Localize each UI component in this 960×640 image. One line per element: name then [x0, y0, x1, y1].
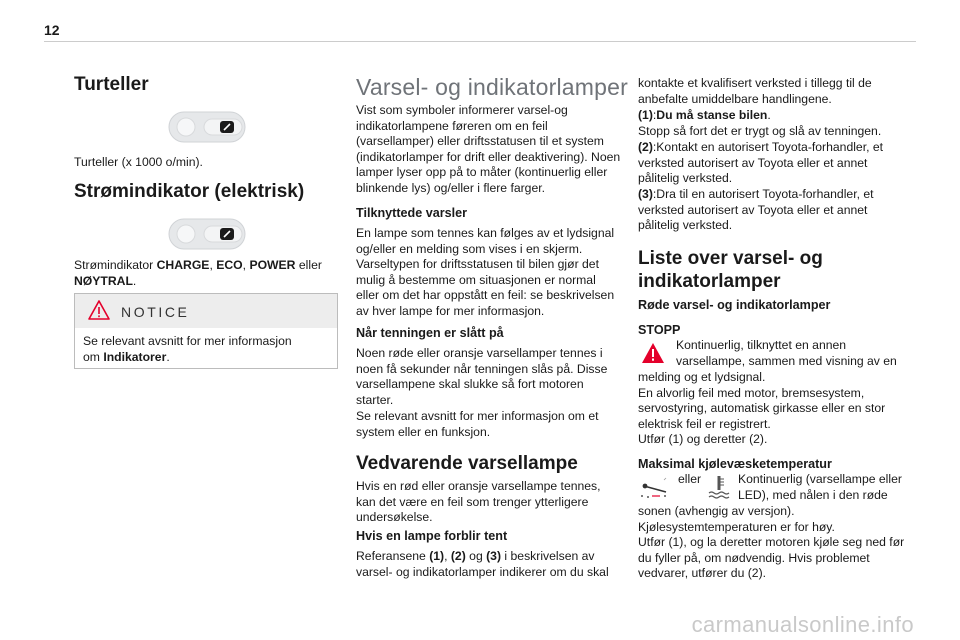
- tilknyttede-text: En lampe som tennes kan følges av et lydsignal og/eller en melding som vises i en skjerm. Varseltypen for driftsstatusen til bilen gjør det mulig å bestemme om situasjonen er normal eller om det har oppstått en feil: se beskrivelsen av hver lampe for mer informasjon.: [356, 226, 615, 318]
- heading-tenning: Når tenningen er slått på: [356, 326, 504, 340]
- heading-rode-lamper: Røde varsel- og indikatorlamper: [638, 298, 831, 312]
- coolant-temperature-icon: [706, 474, 732, 500]
- notice-title: NOTICE: [121, 304, 190, 320]
- turteller-text: Turteller (x 1000 o/min).: [74, 155, 203, 169]
- kjole-text-2: sonen (avhengig av versjon). Kjølesystemtemperaturen er for høy. Utfør (1), og la deretter motoren kjøle seg ned før du fyller på, om nødvendig. Hvis problemet vedvarer, utfører du (2).: [638, 504, 905, 581]
- vedvarende-text: Hvis en rød eller oransje varsellampe tennes, kan det være en feil som trenger ytterligere undersøkelse.: [356, 479, 601, 525]
- stromindikator-text: Strømindikator CHARGE, ECO, POWER eller NØYTRAL.: [74, 258, 322, 288]
- heading-kjolevaeske: Maksimal kjølevæsketemperatur: [638, 457, 832, 471]
- ref2-text: (2):Kontakt en autorisert Toyota-forhandler, et verksted autorisert av Toyota eller et annet pålitelig verksted.: [638, 140, 884, 186]
- tenning-text-2: Se relevant avsnitt for mer informasjon om et system eller en funksjon.: [356, 409, 599, 439]
- page-number: 12: [44, 22, 60, 38]
- ref1-text: (1):Du må stanse bilen. Stopp så fort det er trygt og slå av tenningen.: [638, 108, 882, 138]
- kjole-eller: eller: [678, 472, 702, 486]
- heading-stopp: STOPP: [638, 323, 681, 337]
- coolant-gauge-icon: [638, 472, 674, 502]
- forblir-text: Referansene (1), (2) og (3) i beskrivelsen av varsel- og indikatorlamper indikerer om du skal: [356, 549, 609, 579]
- continued-text: kontakte et kvalifisert verksted i tillegg til de anbefalte umiddelbare handlingene.: [638, 76, 872, 106]
- tenning-text: Noen røde eller oransje varsellamper tennes i noen få sekunder når tenningen slås på. Disse varsellampene skal slukke så fort motoren starter.: [356, 346, 608, 407]
- notice-box: [74, 293, 338, 369]
- tachometer-gauge-icon: [168, 110, 246, 144]
- stopp-text-2: melding og et lydsignal. En alvorlig feil med motor, bremsesystem, servostyring, automatisk girkasse eller en stor elektrisk feil er registrert. Utfør (1) og deretter (2).: [638, 370, 886, 447]
- ref3-text: (3):Dra til en autorisert Toyota-forhandler, et verksted autorisert av Toyota eller et annet pålitelig verksted.: [638, 187, 874, 233]
- kjole-text-1: Kontinuerlig (varsellampe eller LED), med nålen i den røde: [738, 472, 902, 502]
- heading-tilknyttede-varsler: Tilknyttede varsler: [356, 206, 468, 220]
- intro-text: Vist som symboler informerer varsel-og indikatorlampene føreren om en feil (varsellamper) eller driftsstatusen til et system (indikatorlamper for drift eller deaktivering). Noen lamper lyser opp på to måter (kontinuerlig eller blinkende lys) og/eller i flere farger.: [356, 103, 621, 195]
- warning-triangle-icon: [87, 299, 111, 321]
- top-rule: [44, 41, 916, 42]
- heading-turteller: Turteller: [74, 74, 149, 95]
- notice-header: [75, 294, 337, 328]
- heading-vedvarende: Vedvarende varsellampe: [356, 453, 578, 474]
- heading-liste: Liste over varsel- og indikatorlamper: [638, 248, 823, 292]
- notice-text: Se relevant avsnitt for mer informasjon om Indikatorer.: [83, 334, 292, 364]
- heading-varsel-indikatorlamper: Varsel- og indikatorlamper: [356, 74, 628, 100]
- power-gauge-icon: [168, 217, 246, 251]
- footer-watermark: carmanualsonline.info: [691, 612, 914, 637]
- heading-stromindikator: Strømindikator (elektrisk): [74, 181, 305, 202]
- stop-warning-icon: [640, 341, 666, 365]
- stopp-text-1: Kontinuerlig, tilknyttet en annen varsellampe, sammen med visning av en: [676, 338, 897, 368]
- heading-forblir-tent: Hvis en lampe forblir tent: [356, 529, 508, 543]
